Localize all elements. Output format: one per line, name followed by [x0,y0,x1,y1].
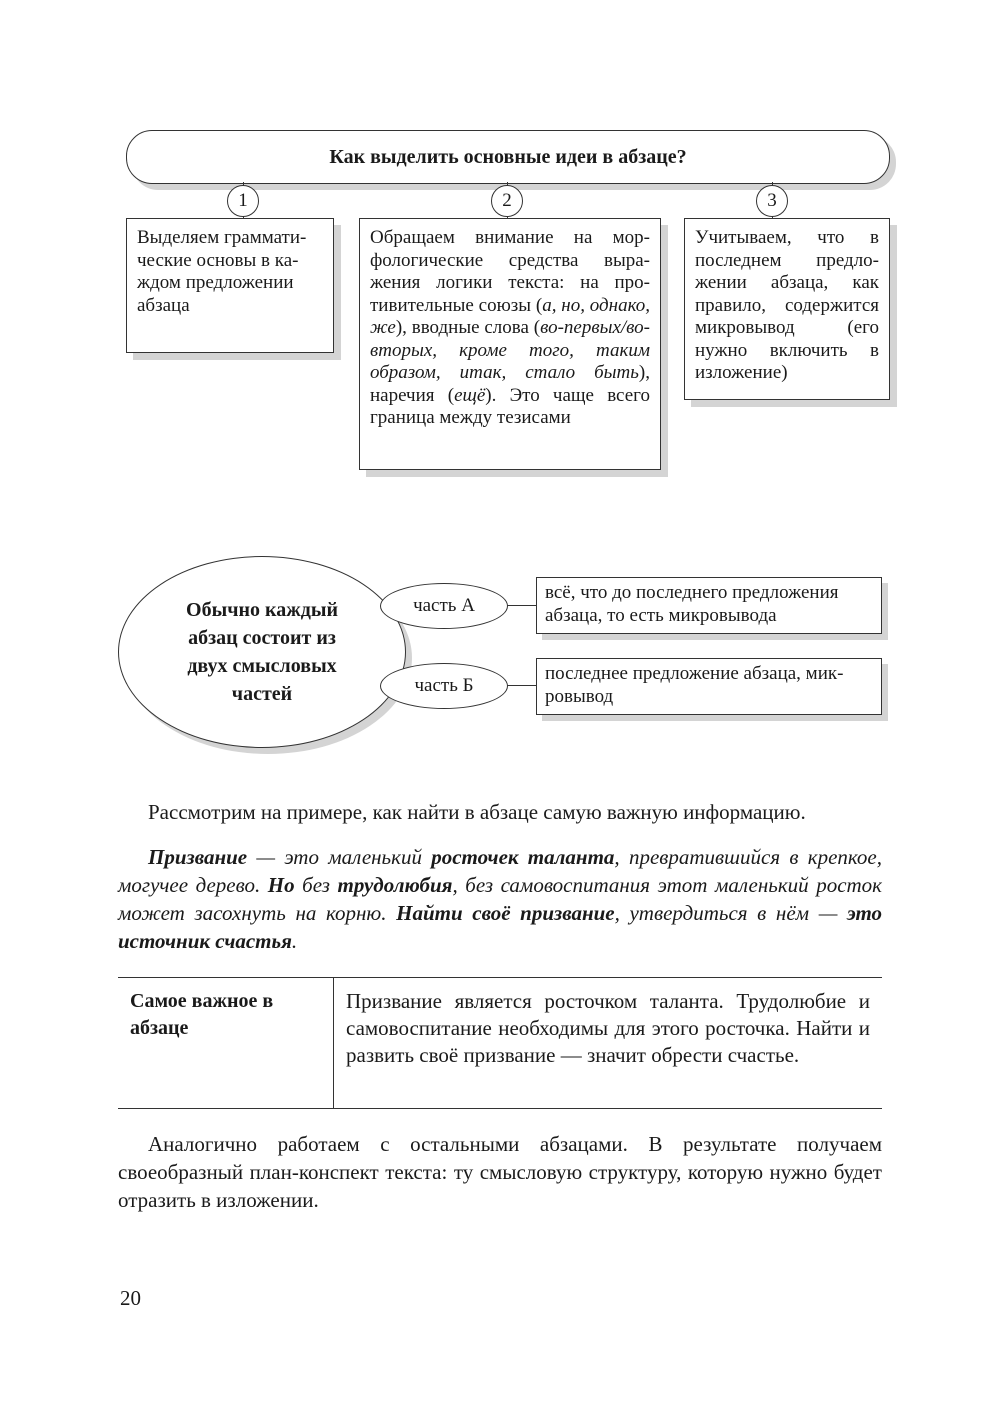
diagram-title: Как выделить основные идеи в абзаце? [126,130,890,184]
oval-text: Обычно каждый абзац состоит из двух смысловых частей [186,599,338,705]
example-text: , превратившийся в крепкое, могучее дерево. [118,845,882,897]
step-text-2-examples: а, но, однако, же [370,294,650,338]
example-text: . [291,929,298,953]
example-text: , без самовоспитания этот маленький росток может засохнуть на корню. [118,873,883,925]
example-bold: Но [267,873,295,897]
connector-line [506,685,536,686]
step-number-2: 2 [491,185,523,217]
example-text: без [294,873,338,897]
step-box-3 [684,218,890,400]
part-a-oval: часть А [380,583,508,629]
step-text-2-part: ). Это чаще всего граница между тезисами [370,384,650,428]
closing-paragraph: Аналогично работаем с остальными абзацами. В результате получаем своеобразный план-конспект текста: ту смысловую структуру, которую нужно будет отразить в изложении. [118,1132,882,1212]
example-paragraph [118,843,882,955]
step-text-2-examples: ещё [454,384,486,406]
step-number-1: 1 [227,185,259,217]
summary-table [118,977,882,1109]
summary-label: Самое важное в абзаце [130,990,274,1039]
step-box-1 [126,218,334,353]
connector-line [506,605,536,606]
step-box-2 [359,218,661,470]
part-b-oval: часть Б [380,663,508,709]
example-bold: росточек таланта [431,845,615,869]
part-b-description: последнее предложение абзаца, микровывод [536,658,882,715]
step-text-2-examples: во-первых/во-вторых, кроме того, таким образом, итак, стало быть [370,317,650,383]
example-bold: это источник счастья [118,901,882,953]
example-text: — это маленький [247,845,432,869]
step-number-3: 3 [756,185,788,217]
summary-content: Призвание является росточком таланта. Трудолюбие и самовоспитание необходимы для этого росточка. Найти и развить своё призвание — значит обрести счастье. [346,989,870,1067]
step-text-2-part: ), наречия ( [370,362,650,406]
part-a-description: всё, что до последнего предложения абзаца, то есть микровывода [536,577,882,634]
example-bold: Призвание [148,845,248,869]
paragraph-structure-oval [118,556,406,748]
step-text-3: Учитываем, что в последнем предложении абзаца, как правило, содержится микровывод (его нужно включить в изложение) [695,227,879,383]
example-text: , утвердиться в нём — [614,901,847,925]
intro-paragraph: Рассмотрим на примере, как найти в абзаце самую важную информацию. [148,800,806,824]
example-bold: трудолюбия [337,873,453,897]
step-text-2-part: ), вводные слова ( [395,317,541,338]
step-text-2-part: Обращаем внимание на морфологические средства выражения логики текста: на противительные союзы ( [370,227,650,316]
table-divider [333,978,334,1108]
page-number: 20 [120,1286,141,1310]
example-bold: Найти своё призвание [396,901,615,925]
step-text-1: Выделяем грамматические основы в каждом предложении абзаца [137,227,307,316]
